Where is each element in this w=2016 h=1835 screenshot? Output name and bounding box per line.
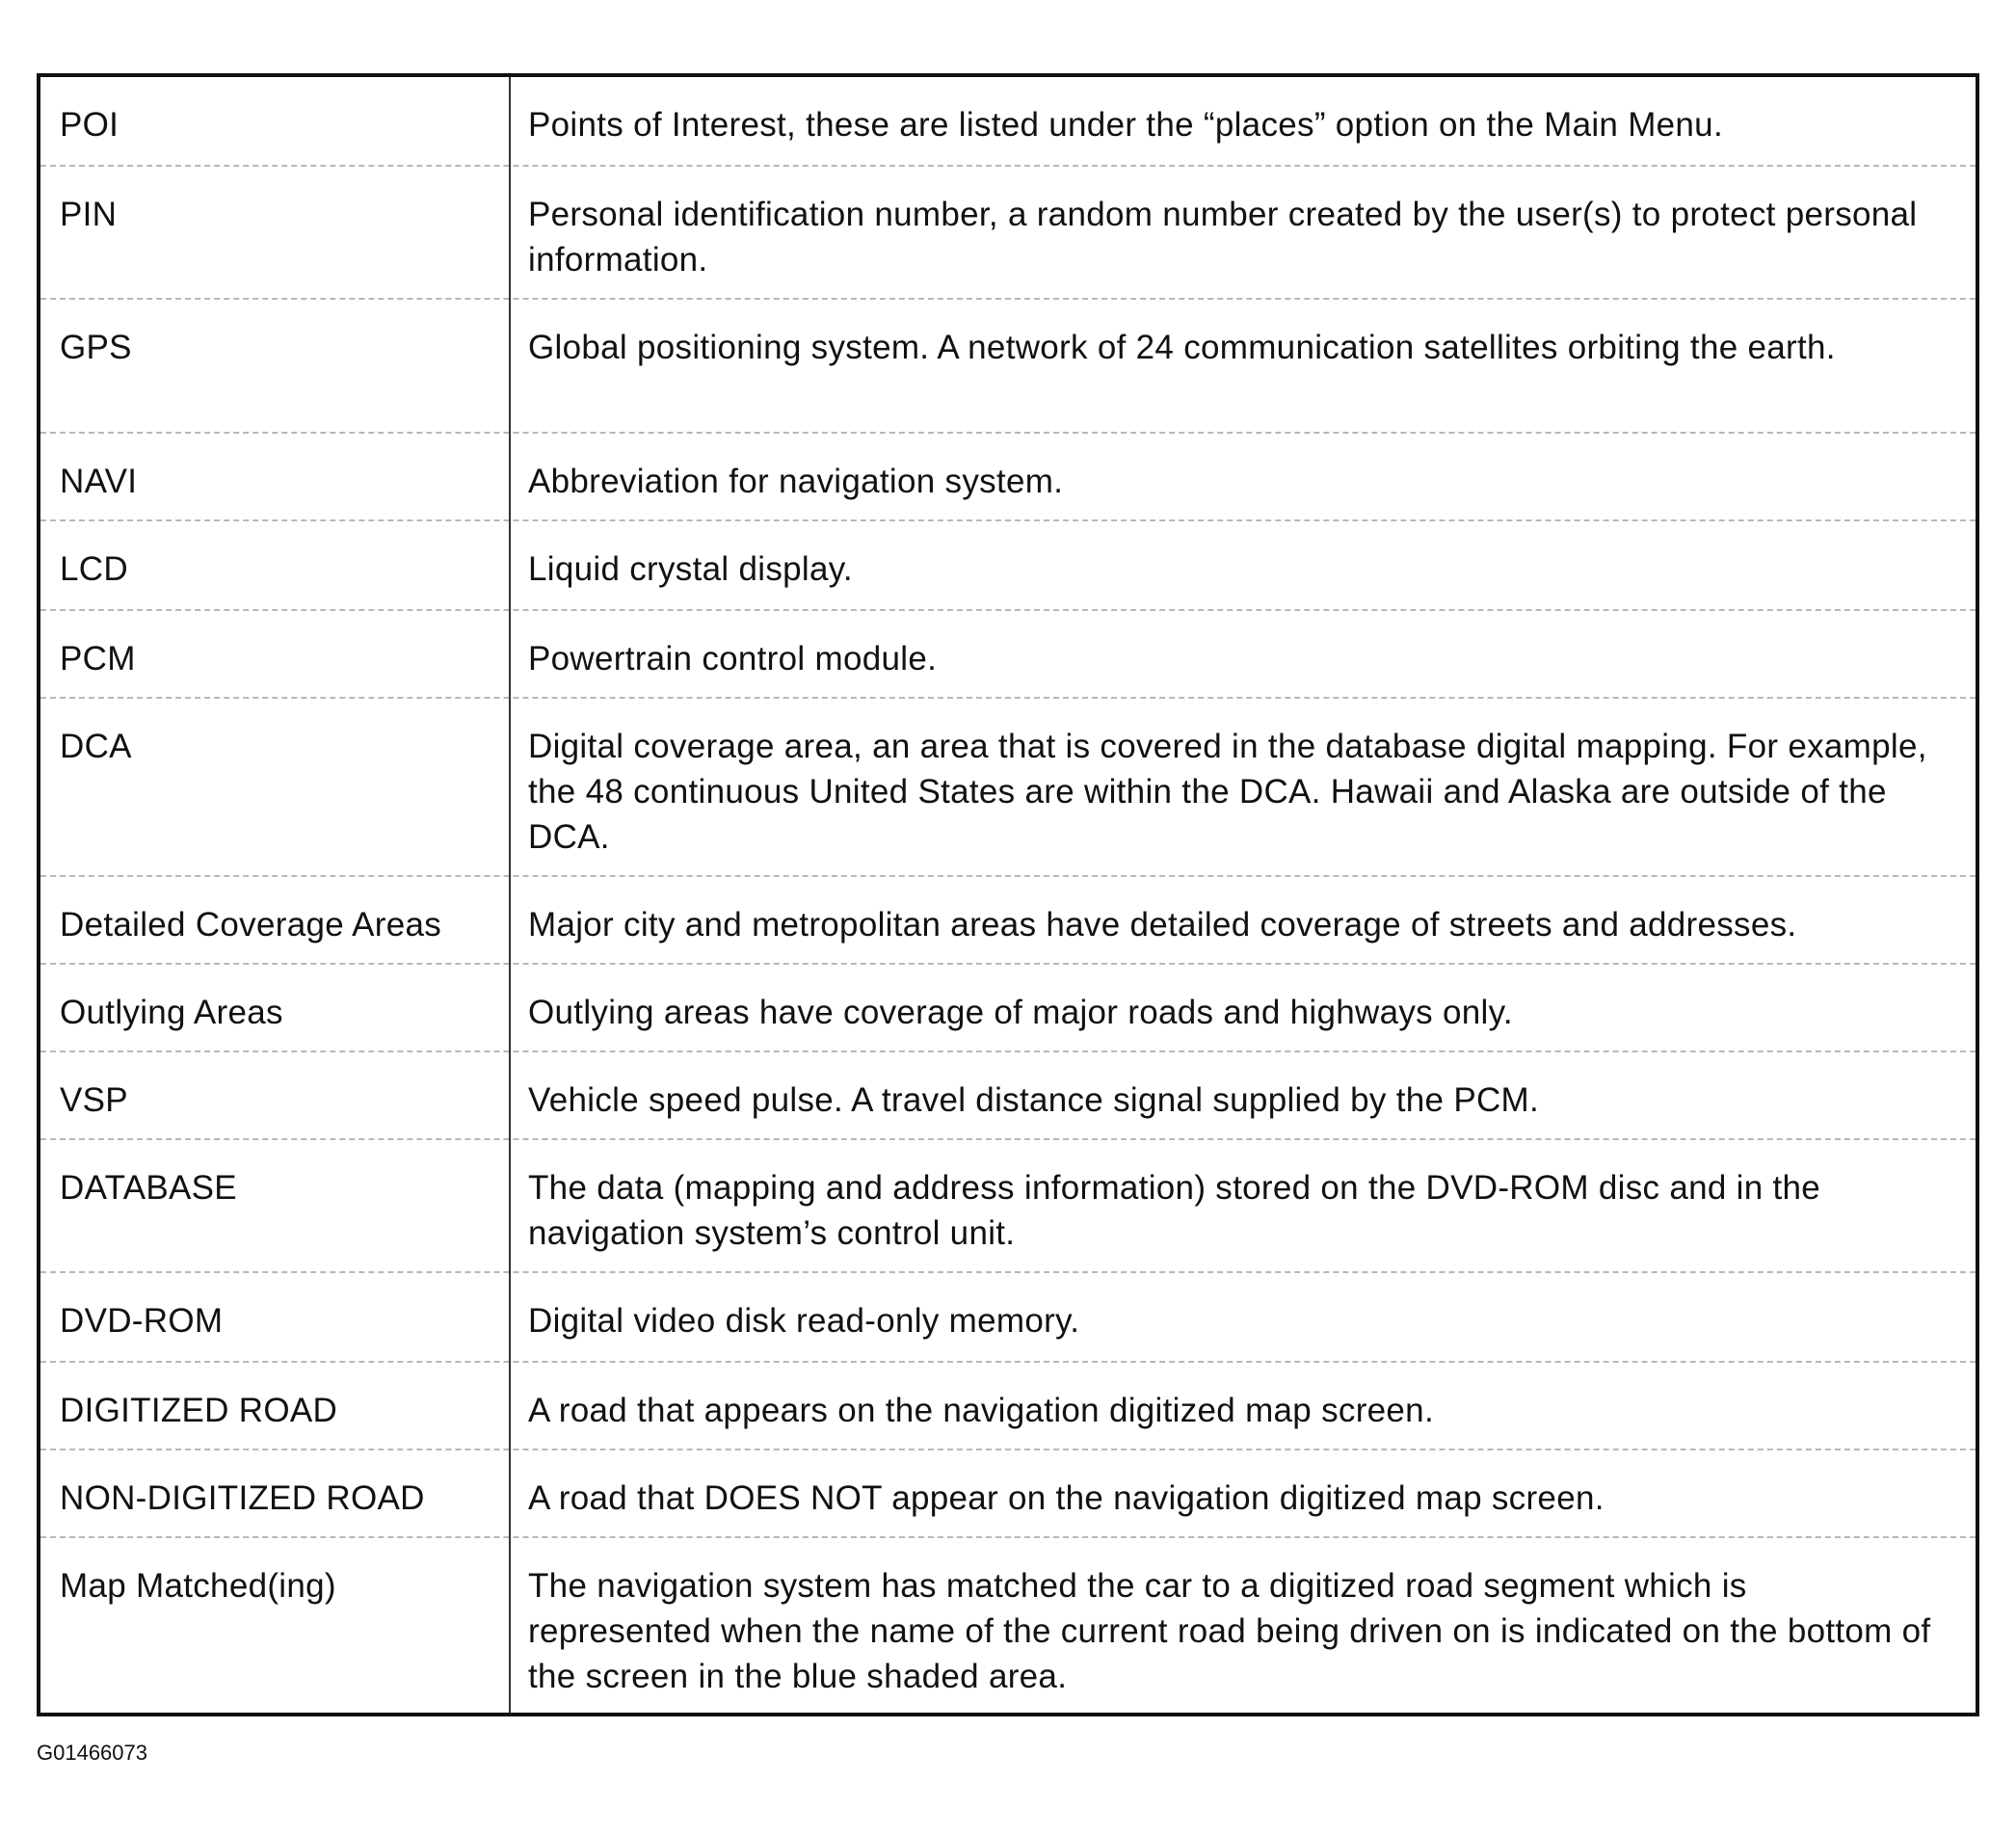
glossary-row-pcm (40, 611, 1976, 699)
term-cell: LCD (60, 550, 128, 588)
term-cell: DCA (60, 728, 132, 765)
definition-cell: A road that appears on the navigation digitized map screen. (528, 1392, 1434, 1429)
term-cell: PCM (60, 640, 136, 678)
glossary-row-navi (40, 434, 1976, 521)
definition-cell: Personal identification number, a random number created by the user(s) to protect personal information. (528, 196, 1918, 279)
definition-cell: Outlying areas have coverage of major roads and highways only. (528, 994, 1513, 1031)
term-cell: DVD-ROM (60, 1302, 224, 1340)
definition-cell: Abbreviation for navigation system. (528, 463, 1064, 500)
term-cell: NAVI (60, 463, 138, 500)
glossary-row-dvd-rom (40, 1273, 1976, 1363)
term-cell: Detailed Coverage Areas (60, 906, 442, 944)
glossary-row-poi (40, 77, 1976, 167)
term-cell: POI (60, 106, 119, 144)
glossary-row-map-matched (40, 1538, 1976, 1713)
glossary-row-lcd (40, 521, 1976, 611)
definition-cell: Liquid crystal display. (528, 550, 853, 588)
term-cell: PIN (60, 196, 118, 233)
term-cell: Map Matched(ing) (60, 1567, 336, 1605)
glossary-row-outlying-areas (40, 965, 1976, 1052)
definition-cell: Digital coverage area, an area that is covered in the database digital mapping. For example, the 48 continuous United States are within the DCA. Hawaii and Alaska are outside of the DCA. (528, 728, 1927, 856)
glossary-table (37, 73, 1979, 1716)
term-cell: GPS (60, 329, 132, 366)
definition-cell: Digital video disk read-only memory. (528, 1302, 1080, 1340)
definition-cell: A road that DOES NOT appear on the navigation digitized map screen. (528, 1479, 1605, 1517)
definition-cell: Powertrain control module. (528, 640, 938, 678)
glossary-row-non-digitized-road (40, 1450, 1976, 1538)
glossary-row-digitized-road (40, 1363, 1976, 1450)
glossary-row-gps (40, 300, 1976, 434)
definition-cell: Major city and metropolitan areas have detailed coverage of streets and addresses. (528, 906, 1797, 944)
term-cell: DIGITIZED ROAD (60, 1392, 338, 1429)
definition-cell: The navigation system has matched the car to a digitized road segment which is represented when the name of the current road being driven on is indicated on the bottom of the screen in the blue shaded area. (528, 1567, 1931, 1695)
definition-cell: The data (mapping and address information) stored on the DVD-ROM disc and in the navigation system’s control unit. (528, 1169, 1821, 1252)
definition-cell: Vehicle speed pulse. A travel distance signal supplied by the PCM. (528, 1081, 1540, 1119)
term-cell: NON-DIGITIZED ROAD (60, 1479, 425, 1517)
term-cell: DATABASE (60, 1169, 237, 1207)
glossary-row-vsp (40, 1052, 1976, 1140)
figure-id: G01466073 (37, 1741, 147, 1765)
definition-cell: Points of Interest, these are listed under the “places” option on the Main Menu. (528, 106, 1723, 144)
glossary-row-database (40, 1140, 1976, 1273)
definition-cell: Global positioning system. A network of 24 communication satellites orbiting the earth. (528, 329, 1836, 366)
term-cell: Outlying Areas (60, 994, 283, 1031)
glossary-row-pin (40, 167, 1976, 300)
term-cell: VSP (60, 1081, 128, 1119)
glossary-row-detailed-coverage-areas (40, 877, 1976, 965)
glossary-row-dca (40, 699, 1976, 877)
